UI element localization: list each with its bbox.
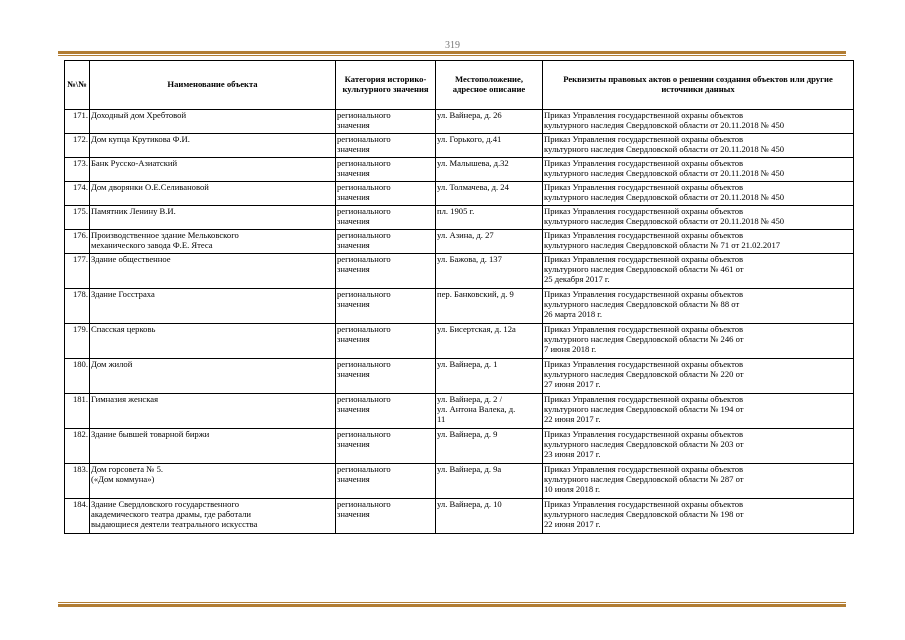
row-number: 174. <box>65 182 90 206</box>
category-line: регионального <box>337 254 391 264</box>
acts-line: культурного наследия Свердловской области № 461 от <box>544 264 744 274</box>
cell-location <box>436 289 543 324</box>
row-number: 173. <box>65 158 90 182</box>
table-row <box>65 324 854 359</box>
table-row <box>65 394 854 429</box>
cell-name <box>90 324 336 359</box>
cell-location <box>436 394 543 429</box>
category-line: значения <box>337 439 370 449</box>
acts-line: 22 июня 2017 г. <box>544 519 601 529</box>
acts-line: Приказ Управления государственной охраны объектов <box>544 110 744 120</box>
header-acts: Реквизиты правовых актов о решении создания объектов или другие источники данных <box>543 61 854 110</box>
row-number: 182. <box>65 429 90 464</box>
table-row <box>65 134 854 158</box>
cell-category <box>336 289 436 324</box>
cell-location <box>436 134 543 158</box>
location-line: ул. Малышева, д.32 <box>437 158 509 168</box>
cell-name <box>90 134 336 158</box>
name-line: Памятник Ленину В.И. <box>91 206 176 216</box>
category-line: значения <box>337 334 370 344</box>
cell-category <box>336 230 436 254</box>
cell-name <box>90 464 336 499</box>
acts-line: Приказ Управления государственной охраны объектов <box>544 254 744 264</box>
cell-location <box>436 182 543 206</box>
cell-category <box>336 324 436 359</box>
name-line: Гимназия женская <box>91 394 159 404</box>
location-line: ул. Антона Валека, д. <box>437 404 516 414</box>
acts-line: культурного наследия Свердловской области № 71 от 21.02.2017 <box>544 240 781 250</box>
cell-category <box>336 206 436 230</box>
cell-category <box>336 134 436 158</box>
acts-line: культурного наследия Свердловской области от 20.11.2018 № 450 <box>544 192 785 202</box>
row-number: 183. <box>65 464 90 499</box>
category-line: значения <box>337 144 370 154</box>
name-line: Дом купца Крутикова Ф.И. <box>91 134 190 144</box>
name-line: Дом горсовета № 5. <box>91 464 164 474</box>
page-number: 319 <box>445 40 460 51</box>
category-line: регионального <box>337 324 391 334</box>
cell-name <box>90 206 336 230</box>
cell-location <box>436 230 543 254</box>
acts-line: культурного наследия Свердловской области от 20.11.2018 № 450 <box>544 120 785 130</box>
table-header-row <box>65 61 854 110</box>
acts-line: Приказ Управления государственной охраны объектов <box>544 394 744 404</box>
top-decorative-rule <box>58 51 846 56</box>
category-line: регионального <box>337 359 391 369</box>
cell-location <box>436 158 543 182</box>
cell-name <box>90 394 336 429</box>
category-line: регионального <box>337 499 391 509</box>
cell-name <box>90 429 336 464</box>
cell-acts <box>543 289 854 324</box>
table-row <box>65 429 854 464</box>
acts-line: Приказ Управления государственной охраны объектов <box>544 464 744 474</box>
acts-line: 10 июля 2018 г. <box>544 484 600 494</box>
name-line: Здание Свердловского государственного <box>91 499 240 509</box>
cell-category <box>336 110 436 134</box>
row-number: 178. <box>65 289 90 324</box>
acts-line: культурного наследия Свердловской области № 220 от <box>544 369 744 379</box>
cell-category <box>336 499 436 534</box>
table-row <box>65 499 854 534</box>
cell-acts <box>543 499 854 534</box>
acts-line: культурного наследия Свердловской области № 246 от <box>544 334 744 344</box>
row-number: 171. <box>65 110 90 134</box>
cell-acts <box>543 230 854 254</box>
row-number: 172. <box>65 134 90 158</box>
category-line: регионального <box>337 158 391 168</box>
cell-acts <box>543 429 854 464</box>
location-line: 11 <box>437 414 446 424</box>
table-row <box>65 182 854 206</box>
name-line: академического театра драмы, где работали <box>91 509 251 519</box>
cell-category <box>336 158 436 182</box>
cell-acts <box>543 254 854 289</box>
acts-line: культурного наследия Свердловской области от 20.11.2018 № 450 <box>544 168 785 178</box>
heritage-objects-table <box>64 60 854 534</box>
category-line: регионального <box>337 429 391 439</box>
name-line: механического завода Ф.Е. Ятеса <box>91 240 213 250</box>
acts-line: культурного наследия Свердловской области № 194 от <box>544 404 744 414</box>
cell-name <box>90 359 336 394</box>
acts-line: культурного наследия Свердловской области от 20.11.2018 № 450 <box>544 144 785 154</box>
cell-location <box>436 499 543 534</box>
location-line: пл. 1905 г. <box>437 206 475 216</box>
table-row <box>65 289 854 324</box>
cell-acts <box>543 464 854 499</box>
cell-name <box>90 289 336 324</box>
cell-category <box>336 394 436 429</box>
acts-line: 23 июня 2017 г. <box>544 449 601 459</box>
category-line: значения <box>337 404 370 414</box>
cell-category <box>336 359 436 394</box>
acts-line: культурного наследия Свердловской области № 88 от <box>544 299 740 309</box>
location-line: ул. Вайнера, д. 26 <box>437 110 502 120</box>
header-location: Местоположение, адресное описание <box>436 61 543 110</box>
location-line: ул. Бажова, д. 137 <box>437 254 502 264</box>
name-line: Доходный дом Хребтовой <box>91 110 187 120</box>
acts-line: 25 декабря 2017 г. <box>544 274 610 284</box>
cell-location <box>436 324 543 359</box>
cell-acts <box>543 110 854 134</box>
location-line: ул. Вайнера, д. 1 <box>437 359 498 369</box>
category-line: значения <box>337 240 370 250</box>
acts-line: Приказ Управления государственной охраны объектов <box>544 134 744 144</box>
acts-line: Приказ Управления государственной охраны объектов <box>544 359 744 369</box>
location-line: ул. Вайнера, д. 2 / <box>437 394 502 404</box>
cell-location <box>436 254 543 289</box>
acts-line: Приказ Управления государственной охраны объектов <box>544 230 744 240</box>
row-number: 177. <box>65 254 90 289</box>
acts-line: 22 июня 2017 г. <box>544 414 601 424</box>
acts-line: культурного наследия Свердловской области № 203 от <box>544 439 744 449</box>
table-row <box>65 230 854 254</box>
row-number: 176. <box>65 230 90 254</box>
cell-category <box>336 429 436 464</box>
table-row <box>65 254 854 289</box>
name-line: Банк Русско-Азиатский <box>91 158 178 168</box>
name-line: Производственное здание Мельковского <box>91 230 239 240</box>
row-number: 175. <box>65 206 90 230</box>
acts-line: Приказ Управления государственной охраны объектов <box>544 182 744 192</box>
name-line: Здание бывшей товарной биржи <box>91 429 210 439</box>
name-line: Здание общественное <box>91 254 171 264</box>
category-line: регионального <box>337 206 391 216</box>
name-line: Спасская церковь <box>91 324 156 334</box>
acts-line: Приказ Управления государственной охраны объектов <box>544 206 744 216</box>
header-name: Наименование объекта <box>90 61 336 110</box>
location-line: ул. Бисертская, д. 12а <box>437 324 516 334</box>
cell-name <box>90 110 336 134</box>
cell-acts <box>543 134 854 158</box>
location-line: ул. Толмачева, д. 24 <box>437 182 509 192</box>
cell-category <box>336 182 436 206</box>
category-line: значения <box>337 299 370 309</box>
cell-location <box>436 359 543 394</box>
row-number: 180. <box>65 359 90 394</box>
name-line: («Дом коммуна») <box>91 474 155 484</box>
acts-line: культурного наследия Свердловской области № 287 от <box>544 474 744 484</box>
row-number: 184. <box>65 499 90 534</box>
cell-acts <box>543 324 854 359</box>
table-row <box>65 110 854 134</box>
acts-line: 26 марта 2018 г. <box>544 309 602 319</box>
category-line: регионального <box>337 289 391 299</box>
cell-category <box>336 254 436 289</box>
location-line: ул. Азина, д. 27 <box>437 230 494 240</box>
location-line: ул. Вайнера, д. 10 <box>437 499 502 509</box>
cell-acts <box>543 359 854 394</box>
table-row <box>65 206 854 230</box>
name-line: Дом дворянки О.Е.Селивановой <box>91 182 209 192</box>
cell-acts <box>543 394 854 429</box>
cell-location <box>436 110 543 134</box>
category-line: регионального <box>337 182 391 192</box>
cell-location <box>436 429 543 464</box>
acts-line: 7 июня 2018 г. <box>544 344 597 354</box>
header-num: №\№ <box>65 61 90 110</box>
row-number: 181. <box>65 394 90 429</box>
cell-acts <box>543 182 854 206</box>
name-line: Дом жилой <box>91 359 133 369</box>
category-line: значения <box>337 264 370 274</box>
table-row <box>65 359 854 394</box>
acts-line: Приказ Управления государственной охраны объектов <box>544 158 744 168</box>
header-category: Категория историко-культурного значения <box>336 61 436 110</box>
category-line: регионального <box>337 110 391 120</box>
acts-line: Приказ Управления государственной охраны объектов <box>544 429 744 439</box>
cell-name <box>90 230 336 254</box>
acts-line: Приказ Управления государственной охраны объектов <box>544 289 744 299</box>
row-number: 179. <box>65 324 90 359</box>
cell-location <box>436 206 543 230</box>
table-body <box>65 110 854 534</box>
acts-line: культурного наследия Свердловской области от 20.11.2018 № 450 <box>544 216 785 226</box>
category-line: значения <box>337 216 370 226</box>
category-line: значения <box>337 369 370 379</box>
category-line: регионального <box>337 394 391 404</box>
category-line: регионального <box>337 134 391 144</box>
cell-name <box>90 182 336 206</box>
cell-category <box>336 464 436 499</box>
category-line: регионального <box>337 230 391 240</box>
acts-line: 27 июня 2017 г. <box>544 379 601 389</box>
category-line: значения <box>337 509 370 519</box>
table-row <box>65 464 854 499</box>
cell-acts <box>543 206 854 230</box>
cell-name <box>90 499 336 534</box>
category-line: значения <box>337 474 370 484</box>
acts-line: культурного наследия Свердловской области № 198 от <box>544 509 744 519</box>
acts-line: Приказ Управления государственной охраны объектов <box>544 499 744 509</box>
acts-line: Приказ Управления государственной охраны объектов <box>544 324 744 334</box>
name-line: выдающиеся деятели театрального искусства <box>91 519 258 529</box>
cell-acts <box>543 158 854 182</box>
category-line: значения <box>337 192 370 202</box>
table-row <box>65 158 854 182</box>
category-line: значения <box>337 120 370 130</box>
category-line: регионального <box>337 464 391 474</box>
location-line: ул. Вайнера, д. 9 <box>437 429 498 439</box>
location-line: ул. Вайнера, д. 9а <box>437 464 502 474</box>
cell-location <box>436 464 543 499</box>
cell-name <box>90 254 336 289</box>
name-line: Здание Госстраха <box>91 289 155 299</box>
location-line: ул. Горького, д.41 <box>437 134 502 144</box>
category-line: значения <box>337 168 370 178</box>
cell-name <box>90 158 336 182</box>
bottom-decorative-rule <box>58 602 846 607</box>
location-line: пер. Банковский, д. 9 <box>437 289 514 299</box>
